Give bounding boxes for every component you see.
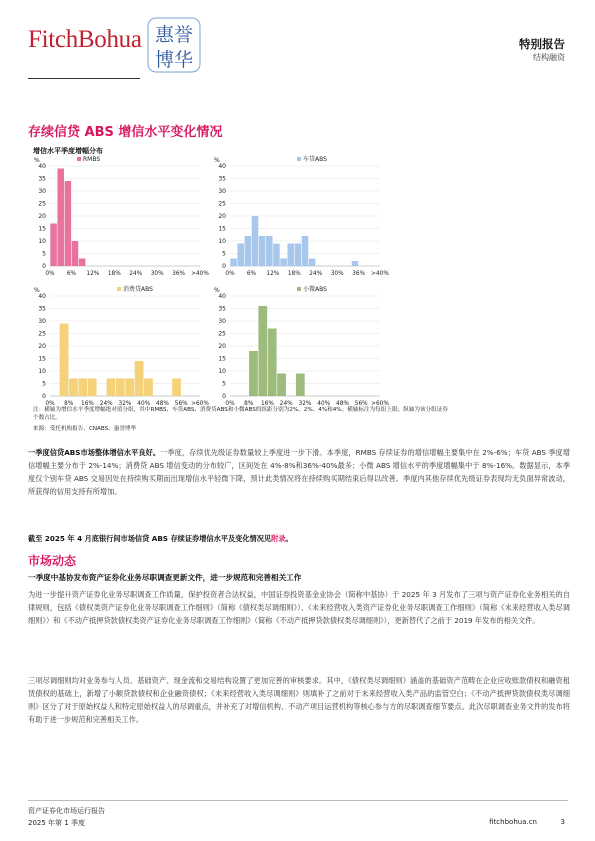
y-tick-label: 5 <box>222 380 226 388</box>
y-tick-label: 0 <box>222 263 226 270</box>
paragraph-body: 一季度，存续优先级证券数量较上季度进一步下滑。本季度，RMBS 存续证券的增信增幅主要集中在 2%-6%；车贷 ABS 季度增信增幅主要分布于 2%-14%；消费贷 ABS 增信变动的分布较广，区间处在 4%-8%和36%-40%最多；小微 ABS 增信水平的季度增幅集中于 8%-16%。数据显示，本季度仅个别车贷 ABS 交易因处在持续购买期而出现增信水平轻微下降，预计此类情况将在持续购买期结束后得以改善。季度内其他存续优先级证券表现均无负面异常波动，所获得的信用支持有所增加。 <box>28 448 570 496</box>
chart-note: 注：横轴为增信水平季度增幅绝对值分组，其中RMBS、车贷ABS、消费贷ABS和小微ABS的组距分别为2%、2%、4%和4%；横轴标注为每组上限；纵轴为该分组证券个数占比。 <box>33 407 448 421</box>
x-tick-label: 40% <box>137 401 151 407</box>
footer-rule <box>28 800 568 801</box>
y-tick-label: 20 <box>38 343 46 350</box>
y-tick-label: 35 <box>38 305 46 313</box>
x-tick-label: 24% <box>279 401 293 407</box>
bar <box>252 216 259 266</box>
y-tick-label: 15 <box>38 225 46 233</box>
legend-label: RMBS <box>83 156 101 163</box>
y-tick-label: 0 <box>222 393 226 400</box>
y-tick-label: 25 <box>38 200 46 208</box>
y-tick-label: 5 <box>42 250 46 258</box>
y-tick-label: 25 <box>38 330 46 338</box>
bar <box>352 261 359 266</box>
x-tick-label: 6% <box>66 271 77 277</box>
y-tick-label: 5 <box>222 250 226 258</box>
bar <box>230 259 237 267</box>
bar <box>268 329 277 397</box>
legend-swatch <box>77 157 81 161</box>
report-type: 特别报告 <box>519 37 565 51</box>
x-tick-label: 12% <box>266 271 280 277</box>
charts-grid <box>28 154 428 408</box>
x-tick-label: 32% <box>298 401 312 407</box>
bar <box>280 259 287 267</box>
chart-caption: 增信水平季度增幅分布 <box>33 147 103 155</box>
y-tick-label: 0 <box>42 263 46 270</box>
appendix-end: 。 <box>285 534 293 543</box>
y-tick-label: 40 <box>38 293 46 300</box>
x-tick-label: 40% <box>317 401 331 407</box>
bar <box>249 351 258 396</box>
x-tick-label: 16% <box>261 401 274 407</box>
section2-paragraph-1: 为进一步提升资产证券化业务尽职调查工作质量，保护投资者合法权益，中国证券投资基金业协会（简称中基协）于 2025 年 3 月发布了三项与资产证券化业务相关的自律规则，包括《债权类资产证券化业务尽职调查工作细则》（简称《债权类尽调细则》）、《未来经营收入类资产证券化业务尽职调查工作细则》（简称《未来经营收入类尽调细则》）和《不动产抵押贷款债权类资产证券化业务尽职调查工作细则》（简称《不动产抵押贷款债权类尽调细则》），更新替代了之前于 2019 年发布的相关文件。 <box>28 590 570 625</box>
page-number: 3 <box>560 818 565 826</box>
y-tick-label: 15 <box>218 225 226 233</box>
y-tick-label: 5 <box>42 380 46 388</box>
x-tick-label: 0% <box>45 401 55 407</box>
bar <box>65 181 72 266</box>
appendix-text: 截至 2025 年 4 月底银行间市场信贷 ABS 存续证券增信水平及变化情况见 <box>28 534 272 543</box>
y-tick-label: 40 <box>38 163 46 170</box>
legend-label: 车贷ABS <box>303 156 327 163</box>
y-axis-label: % <box>214 157 220 164</box>
svg-text:惠誉: 惠誉 <box>154 24 194 46</box>
bar <box>237 244 244 267</box>
y-axis-label: % <box>34 157 40 164</box>
bar <box>287 244 294 267</box>
bar <box>125 379 134 397</box>
x-tick-label: 48% <box>156 401 169 407</box>
y-tick-label: 30 <box>38 318 46 325</box>
y-tick-label: 10 <box>38 368 46 375</box>
logo-seal <box>146 16 202 74</box>
y-tick-label: 10 <box>218 368 226 375</box>
y-tick-label: 35 <box>218 175 226 183</box>
x-tick-label: 56% <box>174 401 188 407</box>
chart-panel-2 <box>34 285 209 407</box>
paragraph-lead: 一季度信贷ABS市场整体增信水平良好。 <box>28 448 161 457</box>
svg-text:博华: 博华 <box>154 49 194 71</box>
bar <box>69 379 78 397</box>
y-tick-label: 40 <box>218 163 226 170</box>
x-tick-label: 48% <box>336 401 349 407</box>
x-tick-label: 36% <box>352 271 366 277</box>
bar <box>50 224 57 267</box>
bar <box>295 244 302 267</box>
y-tick-label: 25 <box>218 330 226 338</box>
x-tick-label: 30% <box>150 271 164 277</box>
y-axis-label: % <box>214 287 220 294</box>
bar <box>79 259 86 267</box>
bar <box>302 236 309 266</box>
bar <box>245 236 252 266</box>
bar <box>57 169 64 267</box>
x-tick-label: 0% <box>45 271 55 277</box>
y-tick-label: 35 <box>38 175 46 183</box>
chart-source: 来源：受托机构报告、CNABS、惠誉博华 <box>33 426 137 432</box>
appendix-link[interactable]: 附录 <box>271 534 286 543</box>
x-tick-label: 0% <box>225 401 235 407</box>
bar <box>135 361 144 396</box>
x-tick-label: 24% <box>129 271 143 277</box>
x-tick-label: >40% <box>371 271 389 277</box>
x-tick-label: 6% <box>246 271 257 277</box>
x-tick-label: 24% <box>99 401 113 407</box>
x-tick-label: 36% <box>172 271 186 277</box>
x-tick-label: 32% <box>118 401 132 407</box>
x-tick-label: 56% <box>354 401 368 407</box>
bar <box>107 379 116 397</box>
logo-wordmark: FitchBohua <box>28 26 142 53</box>
legend-label: 消费贷ABS <box>123 286 153 293</box>
chart-panel-3 <box>214 285 389 407</box>
bar <box>266 236 273 266</box>
y-tick-label: 30 <box>218 318 226 325</box>
x-tick-label: 18% <box>107 271 121 277</box>
bar <box>88 379 97 397</box>
y-tick-label: 40 <box>218 293 226 300</box>
bar <box>116 379 125 397</box>
legend-swatch <box>297 287 301 291</box>
bar <box>72 241 79 266</box>
x-tick-label: >40% <box>191 271 209 277</box>
x-tick-label: 8% <box>64 401 74 407</box>
y-tick-label: 20 <box>218 213 226 220</box>
x-tick-label: 12% <box>86 271 100 277</box>
section2-subtitle: 一季度中基协发布资产证券化业务尽职调查更新文件，进一步规范和完善相关工作 <box>28 573 302 582</box>
bar <box>172 379 181 397</box>
chart-panel-1 <box>214 155 389 277</box>
bar <box>144 379 153 397</box>
bar <box>60 324 69 397</box>
bar <box>259 236 266 266</box>
bar <box>309 259 316 267</box>
y-tick-label: 15 <box>38 355 46 363</box>
x-tick-label: >60% <box>191 401 209 407</box>
x-tick-label: 8% <box>244 401 254 407</box>
y-tick-label: 20 <box>218 343 226 350</box>
footer-url[interactable]: fitchbohua.cn <box>489 818 537 826</box>
report-subtitle: 结构融资 <box>533 53 565 62</box>
header-rule <box>28 78 140 79</box>
legend-swatch <box>297 157 301 161</box>
x-tick-label: 30% <box>330 271 344 277</box>
y-tick-label: 30 <box>38 188 46 195</box>
section2-paragraph-2: 三项尽调细则均对业务参与人员、基础资产、现金流和交易结构设置了更加完善的审核要求。其中，《债权类尽调细则》涵盖的基础资产范畴在企业应收账款债权和融资租赁债权的基础上，新增了小额贷款债权和企业融资债权；《未来经营收入类尽调细则》则填补了之前对于未来经营收入类产品的监管空白；《不动产抵押贷款债权类尽调细则》区分了对于原始权益人和特定原始权益人的尽调重点，并补充了对增信机构、不动产项目运营机构等核心参与方的尽职调查细节要点。此次尽职调查业务文件的发布将有助于进一步规范和完善相关工作。 <box>28 676 570 724</box>
chart-panel-0 <box>34 156 209 277</box>
bar <box>277 374 286 397</box>
legend-label: 小微ABS <box>303 286 327 293</box>
y-tick-label: 10 <box>218 238 226 245</box>
x-tick-label: 0% <box>225 271 235 277</box>
section2-title: 市场动态 <box>28 554 77 568</box>
y-tick-label: 0 <box>42 393 46 400</box>
x-tick-label: 16% <box>81 401 94 407</box>
y-tick-label: 20 <box>38 213 46 220</box>
x-tick-label: >60% <box>371 401 389 407</box>
footer-period: 2025 年第 1 季度 <box>28 819 85 827</box>
y-tick-label: 15 <box>218 355 226 363</box>
footer-report-name: 资产证券化市场运行报告 <box>28 807 105 815</box>
x-tick-label: 18% <box>287 271 301 277</box>
y-tick-label: 35 <box>218 305 226 313</box>
x-tick-label: 24% <box>309 271 323 277</box>
bar <box>296 374 305 397</box>
bar <box>258 306 267 396</box>
bar <box>273 244 280 267</box>
y-axis-label: % <box>34 287 40 294</box>
section-title: 存续信贷 ABS 增信水平变化情况 <box>28 125 223 140</box>
legend-swatch <box>117 287 121 291</box>
paragraph-abs-credit <box>28 446 570 498</box>
bar <box>78 379 87 397</box>
y-tick-label: 25 <box>218 200 226 208</box>
y-tick-label: 30 <box>218 188 226 195</box>
y-tick-label: 10 <box>38 238 46 245</box>
paragraph-appendix-ref <box>28 532 570 545</box>
